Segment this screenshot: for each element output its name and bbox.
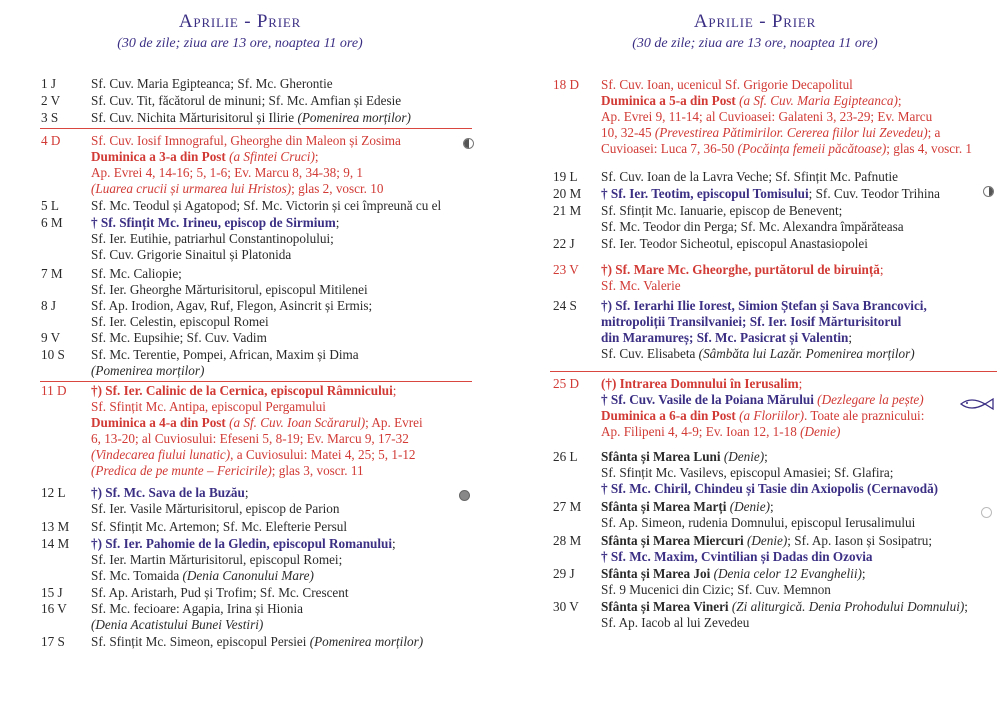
day-label: 22 J bbox=[553, 236, 575, 251]
text-segment: Duminica a 3-a din Post bbox=[91, 149, 226, 164]
calendar-day-entry bbox=[553, 499, 998, 531]
text-segment: Sf. Sfințit Mc. Simeon, episcopul Persiei bbox=[91, 634, 310, 649]
calendar-day-entry bbox=[41, 634, 473, 650]
text-segment: Cuvioasei: Luca 7, 36-50 bbox=[601, 141, 738, 156]
text-segment: Sf. Mc. Tomaida bbox=[91, 568, 183, 583]
day-commemorations bbox=[91, 93, 473, 109]
day-commemorations bbox=[91, 198, 473, 214]
text-segment: (Denie) bbox=[800, 424, 841, 439]
text-segment: (Predica de pe munte – Fericirile) bbox=[91, 463, 272, 478]
text-segment: Sf. Sfințit Mc. Antipa, episcopul Pergamului bbox=[91, 399, 326, 414]
commemoration-line bbox=[91, 266, 473, 282]
day-commemorations bbox=[601, 262, 998, 294]
week-separator bbox=[40, 128, 472, 129]
text-segment: (Pomenirea morților) bbox=[297, 110, 411, 125]
day-commemorations bbox=[601, 376, 998, 440]
commemoration-line bbox=[91, 133, 473, 149]
day-commemorations bbox=[91, 110, 473, 126]
calendar-day-entry bbox=[553, 566, 998, 598]
commemoration-line bbox=[91, 585, 473, 601]
text-segment: ; Sf. Cuv. Teodor Trihina bbox=[808, 186, 940, 201]
text-segment: Sf. Sfințit Mc. Vasilevs, episcopul Amasiei; Sf. Glafira; bbox=[601, 465, 894, 480]
text-segment: Sf. Ier. Martin Mărturisitorul, episcopul Romei; bbox=[91, 552, 343, 567]
commemoration-line bbox=[601, 298, 998, 314]
text-segment: (Zi aliturgică. Denia Prohodului Domnului) bbox=[731, 599, 965, 614]
day-label: 4 D bbox=[41, 133, 61, 148]
commemoration-line bbox=[91, 347, 473, 363]
text-segment: Sf. Mc. Eupsihie; Sf. Cuv. Vadim bbox=[91, 330, 267, 345]
calendar-day-entry bbox=[41, 585, 473, 601]
text-segment: Sf. Mc. Caliopie; bbox=[91, 266, 182, 281]
day-commemorations bbox=[601, 499, 998, 531]
text-segment: † Sf. Cuv. Vasile de la Poiana Mărului bbox=[601, 392, 814, 407]
text-segment: ; bbox=[764, 449, 768, 464]
day-label: 15 J bbox=[41, 585, 63, 600]
text-segment: (Luarea crucii și urmarea lui Hristos) bbox=[91, 181, 292, 196]
day-commemorations bbox=[91, 383, 473, 479]
calendar-day-entry bbox=[41, 330, 473, 346]
day-commemorations bbox=[91, 298, 473, 330]
commemoration-line bbox=[601, 77, 998, 93]
commemoration-line bbox=[91, 536, 473, 552]
day-label: 13 M bbox=[41, 519, 70, 534]
commemoration-line bbox=[91, 215, 473, 231]
commemoration-line bbox=[601, 93, 998, 109]
text-segment: Sfânta și Marea Marți bbox=[601, 499, 727, 514]
commemoration-line bbox=[91, 231, 473, 247]
commemoration-line bbox=[91, 485, 473, 501]
day-commemorations bbox=[91, 266, 473, 298]
text-segment: 6, 13-20; al Cuviosului: Efeseni 5, 8-19; Ev. Marcu 9, 17-32 bbox=[91, 431, 409, 446]
commemoration-line bbox=[601, 615, 998, 631]
commemoration-line bbox=[601, 549, 998, 565]
text-segment: (Denie) bbox=[729, 499, 770, 514]
text-segment: din Maramureș; Sf. Mc. Pasicrat și Valentin bbox=[601, 330, 849, 345]
text-segment: Sf. Ier. Celestin, episcopul Romei bbox=[91, 314, 269, 329]
text-segment: , a Cuviosului: Matei 4, 25; 5, 1-12 bbox=[230, 447, 416, 462]
commemoration-line bbox=[91, 399, 473, 415]
day-label: 25 D bbox=[553, 376, 580, 391]
text-segment: Sf. Mc. fecioare: Agapia, Irina și Hionia bbox=[91, 601, 304, 616]
text-segment: Sf. Mc. Valerie bbox=[601, 278, 681, 293]
day-commemorations bbox=[601, 533, 998, 565]
day-label: 1 J bbox=[41, 76, 57, 91]
day-commemorations bbox=[601, 566, 998, 598]
day-label: 8 J bbox=[41, 298, 57, 313]
text-segment: mitropoliții Transilvaniei; Sf. Ier. Iosif Mărturisitorul bbox=[601, 314, 902, 329]
commemoration-line bbox=[601, 278, 998, 294]
commemoration-line bbox=[601, 376, 998, 392]
calendar-day-entry bbox=[553, 236, 998, 252]
day-commemorations bbox=[601, 77, 998, 157]
day-commemorations bbox=[601, 169, 998, 185]
day-commemorations bbox=[91, 519, 473, 535]
day-label: 23 V bbox=[553, 262, 579, 277]
commemoration-line bbox=[601, 169, 998, 185]
day-label: 28 M bbox=[553, 533, 582, 548]
commemoration-line bbox=[601, 499, 998, 515]
commemoration-line bbox=[91, 198, 473, 214]
commemoration-line bbox=[601, 219, 998, 235]
text-segment: Sf. Cuv. Ioan, ucenicul Sf. Grigorie Decapolitul bbox=[601, 77, 853, 92]
text-segment: (Prevestirea Pătimirilor. Cererea fiilor lui Zevedeu) bbox=[654, 125, 928, 140]
text-segment: †) Sf. Ier. Calinic de la Cernica, episcopul Râmnicului bbox=[91, 383, 393, 398]
text-segment: ; bbox=[848, 330, 853, 345]
day-commemorations bbox=[601, 298, 998, 362]
text-segment: Duminica a 4-a din Post bbox=[91, 415, 226, 430]
day-commemorations bbox=[601, 186, 998, 202]
text-segment: Sf. Ap. Irodion, Agav, Ruf, Flegon, Asincrit și Ermis; bbox=[91, 298, 373, 313]
moon-phase-icon bbox=[981, 507, 992, 518]
calendar-day-entry bbox=[41, 93, 473, 109]
text-segment: (Denia Canonului Mare) bbox=[182, 568, 314, 583]
month-subtitle: (30 de zile; ziua are 13 ore, noaptea 11 ore) bbox=[117, 36, 363, 51]
text-segment: ; glas 2, voscr. 10 bbox=[291, 181, 384, 196]
commemoration-line bbox=[601, 424, 998, 440]
commemoration-line bbox=[91, 76, 473, 92]
text-segment: (Dezlegare la pește) bbox=[813, 392, 924, 407]
commemoration-line bbox=[91, 93, 473, 109]
commemoration-line bbox=[91, 282, 473, 298]
commemoration-line bbox=[91, 247, 473, 263]
text-segment: Sfânta și Marea Miercuri bbox=[601, 533, 744, 548]
calendar-day-entry bbox=[553, 533, 998, 565]
day-commemorations bbox=[601, 236, 998, 252]
commemoration-line bbox=[601, 582, 998, 598]
commemoration-line bbox=[91, 181, 473, 197]
month-subtitle: (30 de zile; ziua are 13 ore, noaptea 11 ore) bbox=[632, 36, 878, 51]
commemoration-line bbox=[91, 447, 473, 463]
day-commemorations bbox=[91, 215, 473, 263]
commemoration-line bbox=[91, 110, 473, 126]
text-segment: Sf. Cuv. Ioan de la Lavra Veche; Sf. Sfințit Mc. Pafnutie bbox=[601, 169, 899, 184]
day-commemorations bbox=[91, 76, 473, 92]
commemoration-line bbox=[601, 449, 998, 465]
calendar-day-entry bbox=[41, 110, 473, 126]
commemoration-line bbox=[91, 568, 473, 584]
text-segment: ; Sf. Ap. Iason și Sosipatru; bbox=[787, 533, 932, 548]
text-segment: (a Sfintei Cruci) bbox=[225, 149, 315, 164]
text-segment: (Pomenirea morților) bbox=[91, 363, 205, 378]
text-segment: Sf. Ier. Eutihie, patriarhul Constantinopolului; bbox=[91, 231, 334, 246]
text-segment: (†) Intrarea Domnului în Ierusalim bbox=[601, 376, 799, 391]
text-segment: †) Sf. Ierarhi Ilie Iorest, Simion Ștefan și Sava Brancovici, bbox=[601, 298, 927, 313]
text-segment: Sfânta și Marea Vineri bbox=[601, 599, 729, 614]
calendar-day-entry bbox=[41, 133, 473, 197]
commemoration-line bbox=[91, 383, 473, 399]
week-separator bbox=[550, 371, 997, 372]
text-segment: ; bbox=[897, 93, 902, 108]
day-label: 30 V bbox=[553, 599, 579, 614]
calendar-day-entry bbox=[553, 169, 998, 185]
text-segment: Sf. Sfințit Mc. Ianuarie, episcop de Benevent; bbox=[601, 203, 843, 218]
commemoration-line bbox=[601, 141, 998, 157]
calendar-day-entry bbox=[553, 298, 998, 362]
day-label: 21 M bbox=[553, 203, 582, 218]
calendar-day-entry bbox=[553, 376, 998, 440]
text-segment: Sf. 9 Mucenici din Cizic; Sf. Cuv. Memnon bbox=[601, 582, 831, 597]
day-commemorations bbox=[91, 330, 473, 346]
text-segment: Sf. Cuv. Grigorie Sinaitul și Platonida bbox=[91, 247, 292, 262]
text-segment: (a Floriilor) bbox=[735, 408, 804, 423]
text-segment: Sf. Ier. Gheorghe Mărturisitorul, episcopul Mitilenei bbox=[91, 282, 368, 297]
text-segment: † Sf. Sfințit Mc. Irineu, episcop de Sirmium bbox=[91, 215, 336, 230]
commemoration-line bbox=[601, 465, 998, 481]
commemoration-line bbox=[91, 431, 473, 447]
text-segment: (Denie) bbox=[723, 449, 765, 464]
day-commemorations bbox=[601, 203, 998, 235]
calendar-day-entry bbox=[41, 198, 473, 214]
text-segment: Sf. Mc. Teodul și Agatopod; Sf. Mc. Victorin și cei împreună cu el bbox=[91, 198, 442, 213]
text-segment: Sf. Ier. Vasile Mărturisitorul, episcop de Parion bbox=[91, 501, 340, 516]
moon-phase-icon bbox=[463, 138, 474, 149]
text-segment: (Denia celor 12 Evanghelii) bbox=[713, 566, 862, 581]
text-segment: ; bbox=[861, 566, 866, 581]
week-separator bbox=[40, 381, 472, 382]
calendar-day-entry bbox=[41, 76, 473, 92]
commemoration-line bbox=[601, 481, 998, 497]
commemoration-line bbox=[601, 125, 998, 141]
text-segment: Ap. Evrei 4, 14-16; 5, 1-6; Ev. Marcu 8, 34-38; 9, 1 bbox=[91, 165, 364, 180]
commemoration-line bbox=[91, 601, 473, 617]
day-commemorations bbox=[91, 536, 473, 584]
day-label: 9 V bbox=[41, 330, 61, 345]
text-segment: ; bbox=[769, 499, 774, 514]
calendar-day-entry bbox=[41, 298, 473, 330]
text-segment: ; a bbox=[927, 125, 941, 140]
day-label: 18 D bbox=[553, 77, 580, 92]
day-commemorations bbox=[91, 347, 473, 379]
text-segment: . Toate ale praznicului: bbox=[803, 408, 925, 423]
commemoration-line bbox=[91, 634, 473, 650]
calendar-day-entry bbox=[553, 203, 998, 235]
text-segment: ; bbox=[964, 599, 968, 614]
commemoration-line bbox=[601, 566, 998, 582]
day-label: 20 M bbox=[553, 186, 582, 201]
text-segment: (Denia Acatistului Bunei Vestiri) bbox=[91, 617, 264, 632]
text-segment: Sf. Mc. Teodor din Perga; Sf. Mc. Alexandra împărăteasa bbox=[601, 219, 904, 234]
commemoration-line bbox=[91, 298, 473, 314]
text-segment: ; bbox=[798, 376, 803, 391]
text-segment: Sf. Cuv. Tit, făcătorul de minuni; Sf. Mc. Amfian și Edesie bbox=[91, 93, 402, 108]
text-segment: † Sf. Ier. Teotim, episcopul Tomisului bbox=[601, 186, 809, 201]
commemoration-line bbox=[601, 109, 998, 125]
commemoration-line bbox=[91, 149, 473, 165]
commemoration-line bbox=[91, 519, 473, 535]
day-label: 10 S bbox=[41, 347, 65, 362]
calendar-day-entry bbox=[553, 449, 998, 497]
calendar-day-entry bbox=[41, 519, 473, 535]
day-label: 26 L bbox=[553, 449, 578, 464]
text-segment: Sf. Ier. Teodor Sicheotul, episcopul Anastasiopolei bbox=[601, 236, 868, 251]
text-segment: †) Sf. Mc. Sava de la Buzău bbox=[91, 485, 245, 500]
day-label: 27 M bbox=[553, 499, 582, 514]
text-segment: †) Sf. Mare Mc. Gheorghe, purtătorul de biruință bbox=[601, 262, 880, 277]
commemoration-line bbox=[601, 203, 998, 219]
month-title: Aprilie - Prier bbox=[693, 11, 817, 32]
commemoration-line bbox=[601, 392, 998, 408]
commemoration-line bbox=[91, 165, 473, 181]
text-segment: Duminica a 6-a din Post bbox=[601, 408, 736, 423]
day-label: 16 V bbox=[41, 601, 67, 616]
fish-icon bbox=[959, 397, 995, 411]
commemoration-line bbox=[601, 408, 998, 424]
day-label: 7 M bbox=[41, 266, 63, 281]
text-segment: ; bbox=[335, 215, 340, 230]
text-segment: Sf. Cuv. Maria Egipteanca; Sf. Mc. Gherontie bbox=[91, 76, 333, 91]
text-segment: Sfânta și Marea Luni bbox=[601, 449, 721, 464]
commemoration-line bbox=[601, 262, 998, 278]
commemoration-line bbox=[601, 533, 998, 549]
text-segment: (Vindecarea fiului lunatic) bbox=[91, 447, 231, 462]
text-segment: Ap. Evrei 9, 11-14; al Cuvioasei: Galateni 3, 23-29; Ev. Marcu bbox=[601, 109, 933, 124]
text-segment: ; Ap. Evrei bbox=[365, 415, 423, 430]
day-commemorations bbox=[91, 634, 473, 650]
month-title: Aprilie - Prier bbox=[178, 11, 302, 32]
day-label: 3 S bbox=[41, 110, 59, 125]
calendar-day-entry bbox=[41, 347, 473, 379]
text-segment: Sf. Ap. Simeon, rudenia Domnului, episcopul Ierusalimului bbox=[601, 515, 916, 530]
text-segment: ; bbox=[879, 262, 884, 277]
calendar-day-entry bbox=[41, 485, 473, 517]
text-segment: ; bbox=[244, 485, 249, 500]
day-commemorations bbox=[91, 485, 473, 517]
calendar-day-entry bbox=[41, 536, 473, 584]
commemoration-line bbox=[91, 501, 473, 517]
text-segment: Sf. Sfințit Mc. Artemon; Sf. Mc. Elefterie Persul bbox=[91, 519, 348, 534]
day-label: 17 S bbox=[41, 634, 65, 649]
day-label: 12 L bbox=[41, 485, 66, 500]
commemoration-line bbox=[601, 599, 998, 615]
day-label: 24 S bbox=[553, 298, 577, 313]
text-segment: (Denie) bbox=[747, 533, 788, 548]
text-segment: (a Sf. Cuv. Ioan Scărarul) bbox=[225, 415, 366, 430]
commemoration-line bbox=[91, 552, 473, 568]
day-label: 2 V bbox=[41, 93, 61, 108]
calendar-day-entry bbox=[41, 601, 473, 633]
day-commemorations bbox=[91, 601, 473, 633]
text-segment: Sf. Ap. Aristarh, Pud și Trofim; Sf. Mc. Crescent bbox=[91, 585, 349, 600]
calendar-day-entry bbox=[41, 266, 473, 298]
day-label: 14 M bbox=[41, 536, 70, 551]
day-commemorations bbox=[91, 585, 473, 601]
calendar-day-entry bbox=[553, 599, 998, 631]
text-segment: (Pocăința femeii păcătoase) bbox=[737, 141, 887, 156]
day-commemorations bbox=[601, 599, 998, 631]
commemoration-line bbox=[91, 314, 473, 330]
commemoration-line bbox=[91, 330, 473, 346]
commemoration-line bbox=[601, 515, 998, 531]
text-segment: † Sf. Mc. Maxim, Cvintilian și Dadas din Ozovia bbox=[601, 549, 873, 564]
text-segment: ; bbox=[314, 149, 319, 164]
commemoration-line bbox=[91, 463, 473, 479]
commemoration-line bbox=[91, 415, 473, 431]
calendar-day-entry bbox=[41, 215, 473, 263]
day-label: 19 L bbox=[553, 169, 578, 184]
text-segment: (Pomenirea morților) bbox=[309, 634, 424, 649]
text-segment: ; bbox=[392, 383, 397, 398]
commemoration-line bbox=[601, 314, 998, 330]
calendar-day-entry bbox=[553, 77, 998, 157]
commemoration-line bbox=[91, 363, 473, 379]
text-segment: (a Sf. Cuv. Maria Egipteanca) bbox=[735, 93, 898, 108]
day-commemorations bbox=[601, 449, 998, 497]
text-segment: † Sf. Mc. Chiril, Chindeu și Tasie din Axiopolis (Cernavodă) bbox=[601, 481, 939, 496]
text-segment: Sfânta și Marea Joi bbox=[601, 566, 711, 581]
moon-phase-icon bbox=[459, 490, 470, 501]
text-segment: Duminica a 5-a din Post bbox=[601, 93, 736, 108]
text-segment: Sf. Cuv. Nichita Mărturisitorul și Ilirie bbox=[91, 110, 298, 125]
calendar-day-entry bbox=[41, 383, 473, 479]
moon-phase-icon bbox=[983, 186, 994, 197]
day-label: 5 L bbox=[41, 198, 59, 213]
day-commemorations bbox=[91, 133, 473, 197]
text-segment: ; glas 3, voscr. 11 bbox=[271, 463, 364, 478]
day-label: 6 M bbox=[41, 215, 63, 230]
text-segment: ; glas 4, voscr. 1 bbox=[886, 141, 973, 156]
commemoration-line bbox=[601, 330, 998, 346]
day-label: 11 D bbox=[41, 383, 67, 398]
text-segment: †) Sf. Ier. Pahomie de la Gledin, episcopul Romanului bbox=[91, 536, 393, 551]
text-segment: ; bbox=[392, 536, 396, 551]
commemoration-line bbox=[601, 186, 998, 202]
text-segment: Sf. Cuv. Elisabeta bbox=[601, 346, 699, 361]
commemoration-line bbox=[601, 236, 998, 252]
day-label: 29 J bbox=[553, 566, 575, 581]
text-segment: Sf. Mc. Terentie, Pompei, African, Maxim și Dima bbox=[91, 347, 359, 362]
commemoration-line bbox=[91, 617, 473, 633]
calendar-day-entry bbox=[553, 186, 998, 202]
text-segment: 10, 32-45 bbox=[601, 125, 655, 140]
text-segment: Sf. Cuv. Iosif Imnograful, Gheorghe din Maleon și Zosima bbox=[91, 133, 401, 148]
text-segment: Sf. Ap. Iacob al lui Zevedeu bbox=[601, 615, 750, 630]
commemoration-line bbox=[601, 346, 998, 362]
text-segment: Ap. Filipeni 4, 4-9; Ev. Ioan 12, 1-18 bbox=[601, 424, 801, 439]
calendar-day-entry bbox=[553, 262, 998, 294]
text-segment: (Sâmbăta lui Lazăr. Pomenirea morților) bbox=[698, 346, 915, 361]
